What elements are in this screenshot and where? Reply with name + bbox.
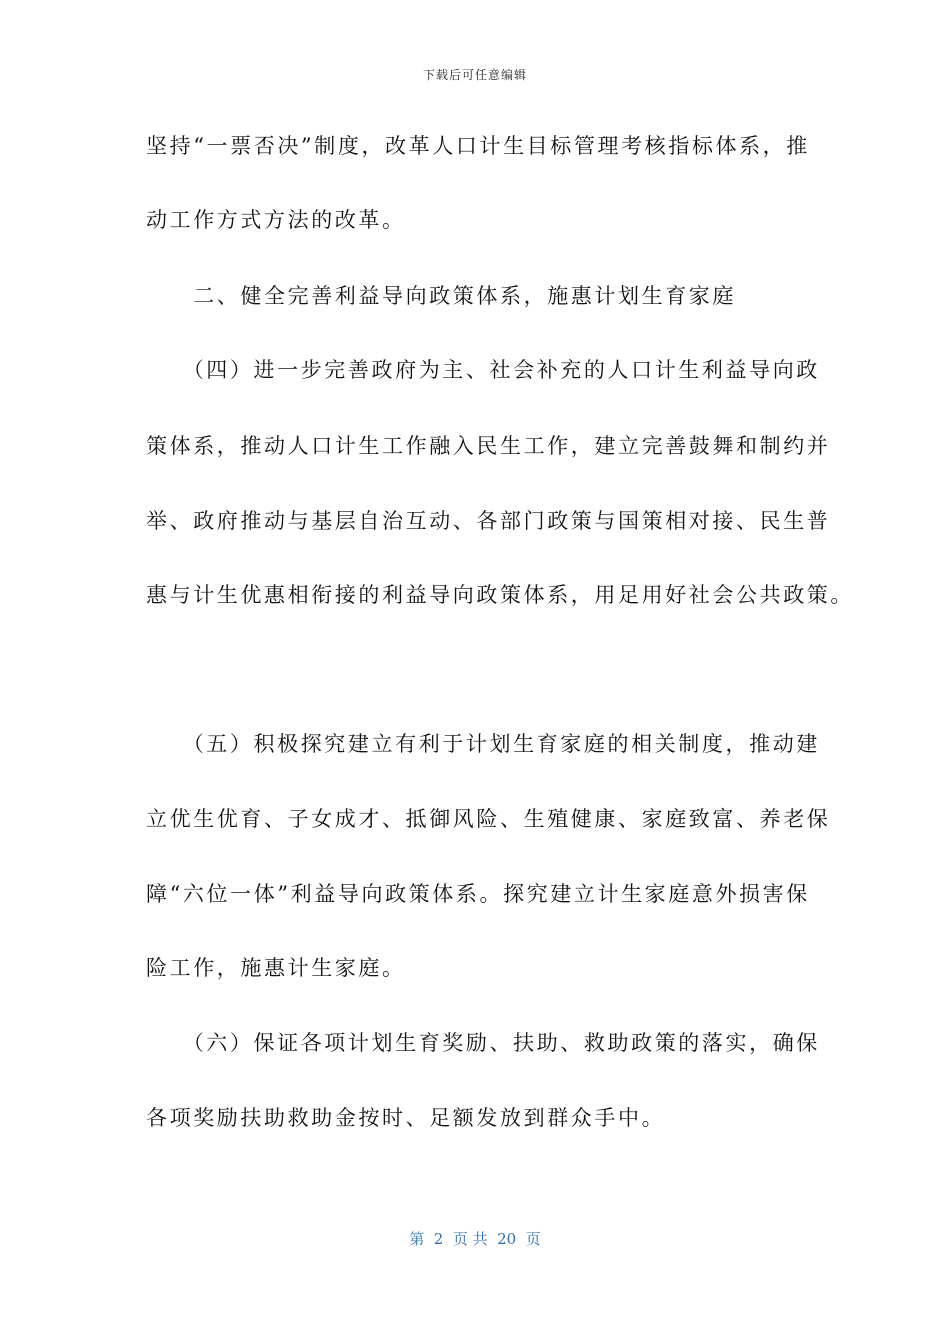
body-line-12: （六）保证各项计划生育奖励、扶助、救助政策的落实，确保 — [146, 1031, 820, 1055]
body-line-7: 惠与计生优惠相衔接的利益导向政策体系，用足用好社会公共政策。 — [146, 583, 854, 607]
body-line-5: 策体系，推动人口计生工作融入民生工作，建立完善鼓舞和制约并 — [146, 434, 831, 458]
body-line-10: 障“六位一体”利益导向政策体系。探究建立计生家庭意外损害保 — [146, 882, 810, 906]
body-line-4: （四）进一步完善政府为主、社会补充的人口计生利益导向政 — [146, 358, 820, 382]
page-footer: 第 2 页 共 20 页 — [409, 1230, 541, 1248]
body-line-1: 坚持“一票否决”制度，改革人口计生目标管理考核指标体系，推 — [146, 134, 810, 158]
page-header: 下载后可任意编辑 — [422, 68, 527, 82]
body-line-2: 动工作方式方法的改革。 — [146, 208, 406, 232]
body-line-9: 立优生优育、子女成才、抵御风险、生殖健康、家庭致富、养老保 — [146, 807, 831, 831]
body-line-11: 险工作，施惠计生家庭。 — [146, 956, 406, 980]
body-line-6: 举、政府推动与基层自治互动、各部门政策与国策相对接、民生普 — [146, 509, 831, 533]
body-line-13: 各项奖励扶助救助金按时、足额发放到群众手中。 — [146, 1106, 666, 1130]
body-line-8: （五）积极探究建立有利于计划生育家庭的相关制度，推动建 — [146, 732, 820, 756]
section-heading: 二、健全完善利益导向政策体系，施惠计划生育家庭 — [146, 284, 736, 308]
